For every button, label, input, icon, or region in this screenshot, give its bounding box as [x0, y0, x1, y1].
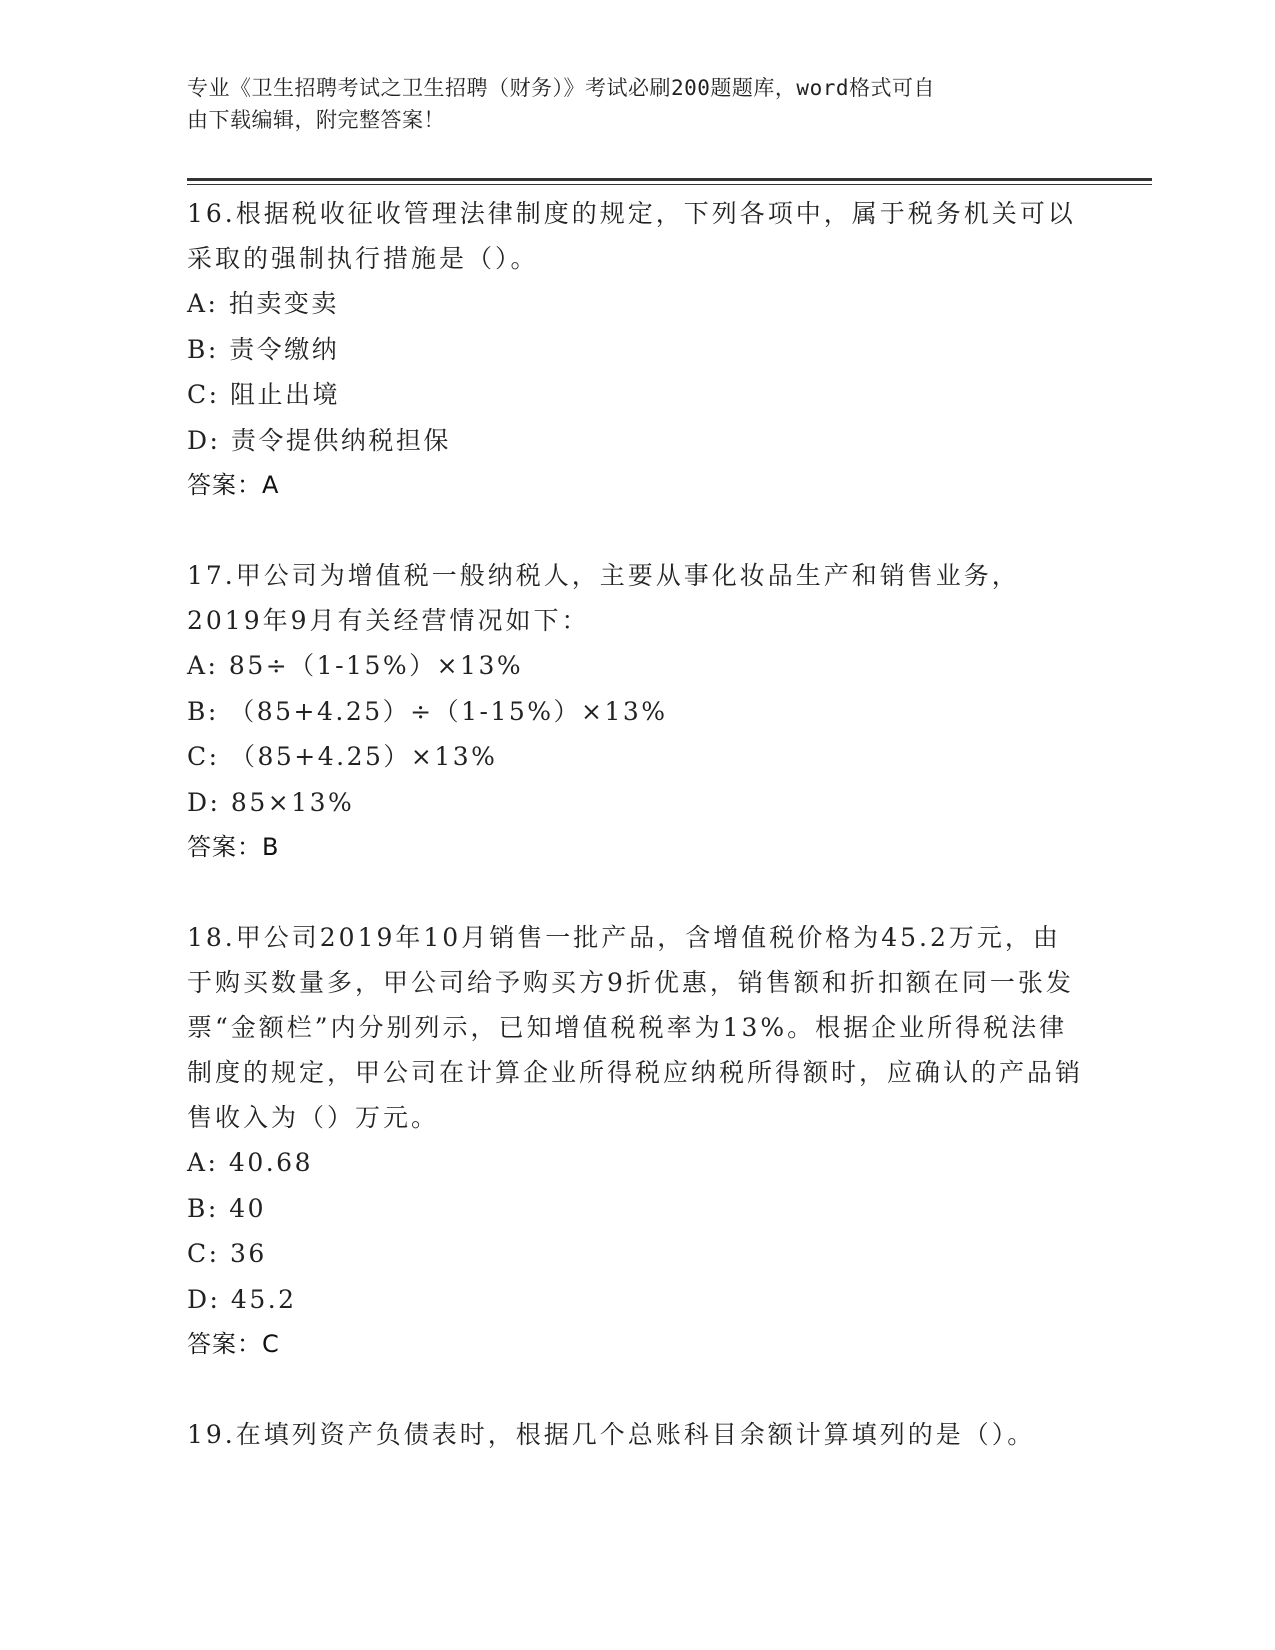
header-line-1: 专业《卫生招聘考试之卫生招聘（财务）》考试必刷200题题库，word格式可自	[187, 76, 935, 100]
option-b: B: （85+4.25）÷（1-15%）×13%	[187, 696, 668, 726]
question-stem: 17.甲公司为增值税一般纳税人，主要从事化妆品生产和销售业务，2019年9月有关经营情况如下：	[187, 561, 1020, 635]
answer-value: A	[262, 471, 280, 499]
option-c: C: 阻止出境	[187, 380, 340, 409]
option-c: C: 36	[187, 1239, 267, 1268]
document-header	[187, 72, 1087, 136]
answer-line	[187, 463, 1087, 508]
question-stem: 16.根据税收征收管理法律制度的规定，下列各项中，属于税务机关可以采取的强制执行措施是（）。	[187, 199, 1076, 273]
answer-value: C	[262, 1330, 280, 1358]
question-stem: 19.在填列资产负债表时，根据几个总账科目余额计算填列的是（）。	[187, 1420, 1036, 1449]
header-divider-thin	[187, 184, 1152, 185]
option-a: A: 拍卖变卖	[187, 289, 339, 318]
header-divider-thick	[187, 178, 1152, 181]
answer-label: 答案：	[187, 833, 262, 861]
option-a: A: 85÷（1-15%）×13%	[187, 651, 524, 680]
question-18	[187, 915, 1087, 1367]
question-list	[187, 188, 1087, 1457]
option-d: D: 45.2	[187, 1284, 297, 1314]
answer-label: 答案：	[187, 1330, 262, 1358]
answer-line	[187, 825, 1087, 870]
answer-line	[187, 1322, 1087, 1367]
question-19	[187, 1412, 1087, 1457]
answer-value: B	[262, 833, 280, 861]
question-16	[187, 191, 1087, 508]
option-c: C: （85+4.25）×13%	[187, 742, 498, 771]
question-stem: 18.甲公司2019年10月销售一批产品，含增值税价格为45.2万元，由于购买数量多，甲公司给予购买方9折优惠，销售额和折扣额在同一张发票“金额栏”内分别列示，已知增值税税率为13%。根据企业所得税法律制度的规定，甲公司在计算企业所得税应纳税所得额时，应确认的产品销售收入为（）万元。	[187, 923, 1084, 1132]
answer-label: 答案：	[187, 471, 262, 499]
header-line-2: 由下载编辑，附完整答案！	[187, 108, 445, 132]
option-d: D: 责令提供纳税担保	[187, 425, 451, 455]
option-b: B: 40	[187, 1193, 267, 1223]
question-17	[187, 553, 1087, 870]
option-b: B: 责令缴纳	[187, 334, 340, 364]
option-d: D: 85×13%	[187, 787, 355, 817]
option-a: A: 40.68	[187, 1148, 313, 1177]
